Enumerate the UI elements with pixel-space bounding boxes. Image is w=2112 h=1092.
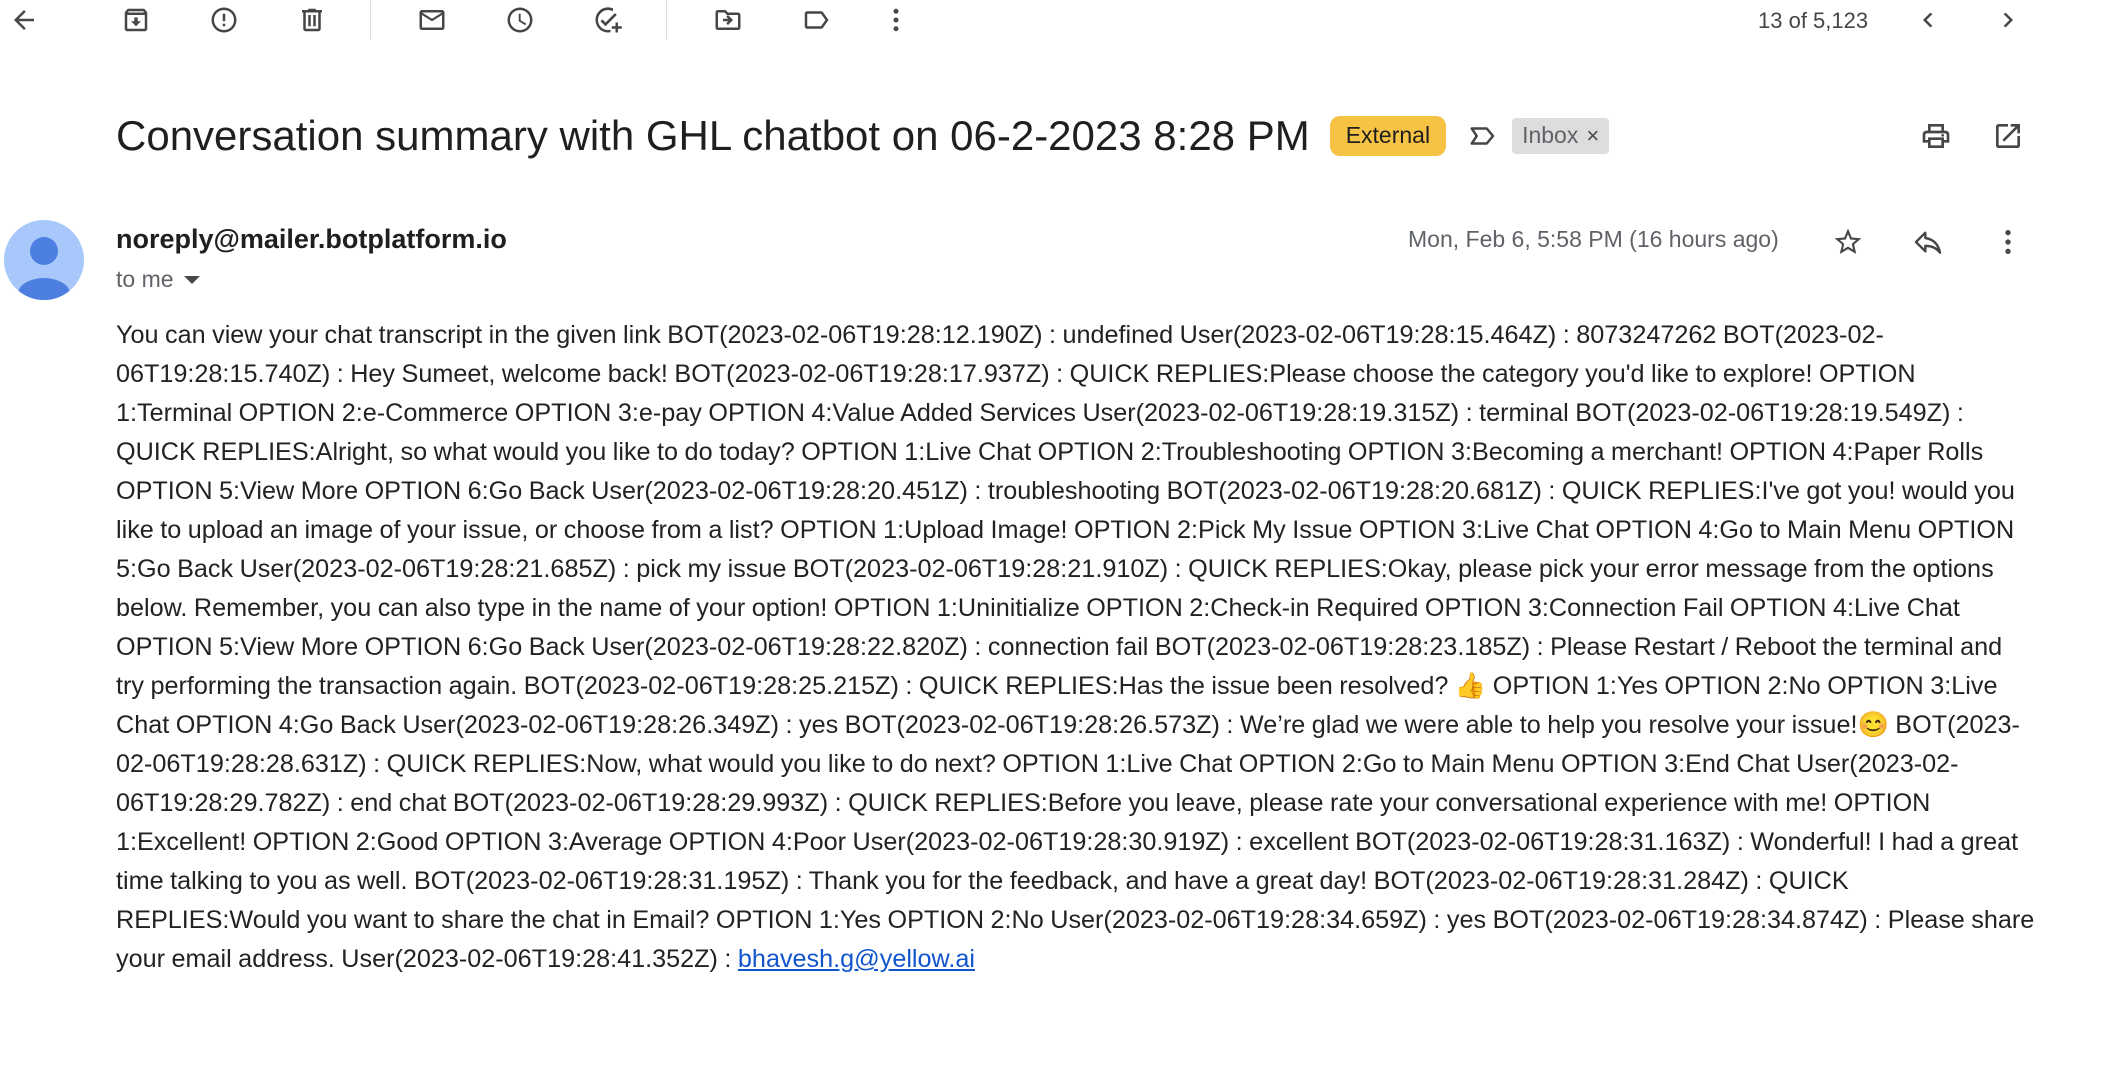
star-icon xyxy=(1832,226,1864,258)
more-options-button[interactable] xyxy=(874,0,918,40)
importance-marker[interactable] xyxy=(1468,121,1498,151)
labels-button[interactable] xyxy=(794,0,838,40)
toolbar-divider xyxy=(370,0,371,40)
archive-button[interactable] xyxy=(114,0,158,40)
move-to-icon xyxy=(713,5,743,35)
newer-button[interactable] xyxy=(1906,0,1950,40)
star-button[interactable] xyxy=(1828,222,1868,262)
email-subject: Conversation summary with GHL chatbot on 06-2-2023 8:28 PM xyxy=(116,112,1310,159)
report-spam-button[interactable] xyxy=(202,0,246,40)
reply-icon xyxy=(1912,226,1944,258)
label-icon xyxy=(801,5,831,35)
message-more-button[interactable] xyxy=(1988,222,2028,262)
subject-row xyxy=(116,108,1609,164)
more-vert-icon xyxy=(1992,226,2024,258)
delete-icon xyxy=(297,5,327,35)
mark-unread-button[interactable] xyxy=(410,0,454,40)
sender-email[interactable]: noreply@mailer.botplatform.io xyxy=(116,224,507,254)
email-toolbar xyxy=(0,0,2090,44)
delete-button[interactable] xyxy=(290,0,334,40)
email-date: Mon, Feb 6, 5:58 PM (16 hours ago) xyxy=(1408,226,1779,252)
snooze-button[interactable] xyxy=(498,0,542,40)
snooze-icon xyxy=(505,5,535,35)
older-button[interactable] xyxy=(1986,0,2030,40)
remove-label-icon[interactable]: × xyxy=(1586,122,1600,148)
mark-unread-icon xyxy=(417,5,447,35)
default-avatar-icon xyxy=(4,220,84,300)
archive-icon xyxy=(121,5,151,35)
recipient-text: to me xyxy=(116,266,174,292)
label-outline-icon xyxy=(1468,121,1498,151)
email-link[interactable]: bhavesh.g@yellow.ai xyxy=(737,945,975,973)
more-vert-icon xyxy=(881,5,911,35)
print-icon xyxy=(1920,120,1952,152)
back-button[interactable] xyxy=(2,0,46,40)
print-button[interactable] xyxy=(1916,116,1956,156)
avatar[interactable] xyxy=(4,220,84,300)
toolbar-divider xyxy=(666,0,667,40)
show-details-icon[interactable] xyxy=(184,276,200,284)
inbox-label-text: Inbox xyxy=(1522,122,1579,148)
open-in-new-icon xyxy=(1992,120,2024,152)
email-body xyxy=(116,316,2036,979)
open-new-window-button[interactable] xyxy=(1988,116,2028,156)
external-badge: External xyxy=(1330,116,1446,156)
message-count: 13 of 5,123 xyxy=(1758,8,1869,33)
chevron-left-icon xyxy=(1913,5,1943,35)
recipient-line xyxy=(116,266,200,293)
report-spam-icon xyxy=(209,5,239,35)
chevron-right-icon xyxy=(1993,5,2023,35)
email-body-text: You can view your chat transcript in the given link BOT(2023-02-06T19:28:12.190Z) : undefined User(2023-02-06T19:28:15.464Z) : 8073247262 BOT(2023-02-06T19:28:15.740Z) : Hey Sumeet, welcome back! BOT(2023-02-06T19:28:17.937Z) : QUICK REPLIES:Please choose the category you'd like to explore! OPTION 1:Terminal OPTION 2:e-Commerce OPTION 3:e-pay OPTION 4:Value Added Services User(2023-02-06T19:28:19.315Z) : terminal BOT(2023-02-06T19:28:19.549Z) : QUICK REPLIES:Alright, so what would you like to do today? OPTION 1:Live Chat OPTION 2:Troubleshooting OPTION 3:Becoming a merchant! OPTION 4:Paper Rolls OPTION 5:View More OPTION 6:Go Back User(2023-02-06T19:28:20.451Z) : troubleshooting BOT(2023-02-06T19:28:20.681Z) : QUICK REPLIES:I've got you! would you like to upload an image of your issue, or choose from a list? OPTION 1:Upload Image! OPTION 2:Pick My Issue OPTION 3:Live Chat OPTION 4:Go to Main Menu OPTION 5:Go Back User(2023-02-06T19:28:21.685Z) : pick my issue BOT(2023-02-06T19:28:21.910Z) : QUICK REPLIES:Okay, please pick your error message from the options below. Remember, you can also type in the name of your option! OPTION 1:Uninitialize OPTION 2:Check-in Required OPTION 3:Connection Fail OPTION 4:Live Chat OPTION 5:View More OPTION 6:Go Back User(2023-02-06T19:28:22.820Z) : connection fail BOT(2023-02-06T19:28:23.185Z) : Please Restart / Reboot the terminal and try performing the transaction again. BOT(2023-02-06T19:28:25.215Z) : QUICK REPLIES:Has the issue been resolved? 👍 OPTION 1:Yes OPTION 2:No OPTION 3:Live Chat OPTION 4:Go Back User(2023-02-06T19:28:26.349Z) : yes BOT(2023-02-06T19:28:26.573Z) : We’re glad we were able to help you resolve your issue!😊 BOT(2023-02-06T19:28:28.631Z) : QUICK REPLIES:Now, what would you like to do next? OPTION 1:Live Chat OPTION 2:Go to Main Menu OPTION 3:End Chat User(2023-02-06T19:28:29.782Z) : end chat BOT(2023-02-06T19:28:29.993Z) : QUICK REPLIES:Before you leave, please rate your conversational experience with me! OPTION 1:Excellent! OPTION 2:Good OPTION 3:Average OPTION 4:Poor User(2023-02-06T19:28:30.919Z) : excellent BOT(2023-02-06T19:28:31.163Z) : Wonderful! I had a great time talking to you as well. BOT(2023-02-06T19:28:31.195Z) : Thank you for the feedback, and have a great day! BOT(2023-02-06T19:28:31.284Z) : QUICK REPLIES:Would you want to share the chat in Email? OPTION 1:Yes OPTION 2:No User(2023-02-06T19:28:34.659Z) : yes BOT(2023-02-06T19:28:34.874Z) : Please share your email address. User(2023-02-06T19:28:41.352Z) : xyxy=(116,321,2035,973)
back-arrow-icon xyxy=(9,5,39,35)
add-to-tasks-icon xyxy=(593,5,623,35)
add-to-tasks-button[interactable] xyxy=(586,0,630,40)
reply-button[interactable] xyxy=(1908,222,1948,262)
inbox-label-chip xyxy=(1512,118,1609,154)
move-to-button[interactable] xyxy=(706,0,750,40)
